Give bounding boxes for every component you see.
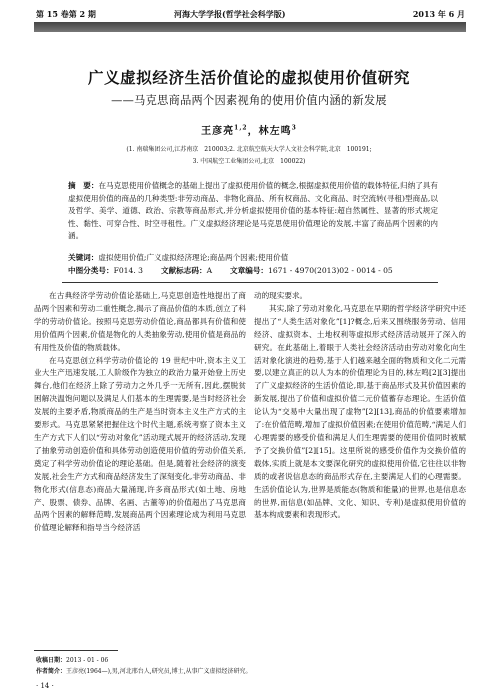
- abstract-label: 摘 要：: [68, 181, 99, 190]
- article-number-label: 文章编号：: [230, 266, 269, 275]
- doc-code: A: [206, 266, 213, 275]
- author-affil-1: 1,2: [234, 124, 248, 132]
- body-column-left: [34, 290, 246, 535]
- article-subtitle: ——马克思商品两个因素视角的使用价值内涵的新发展: [111, 94, 387, 107]
- footnote-divider: [34, 650, 118, 651]
- keywords-label: 关键词：: [68, 253, 99, 262]
- affiliation-line-2: 3. 中国航空工业集团公司,北京 100022): [192, 158, 306, 165]
- body-column-right: [254, 290, 466, 522]
- keywords-text: 虚拟使用价值;广义虚拟经济理论;商品两个因素;使用价值: [98, 253, 289, 262]
- author-line: [0, 122, 498, 137]
- issue-label: 第 15 卷第 2 期: [36, 9, 96, 19]
- author-bio-label: 作者简介：: [36, 668, 67, 675]
- keywords: [68, 252, 438, 263]
- author-bio-note: [36, 666, 252, 675]
- author-name-2: 林左鸣: [258, 126, 292, 137]
- abstract-divider: [62, 282, 438, 283]
- author-bio: 王彦亮(1964—),男,河北邢台人,研究员,博士,从事广义虚拟经济研究。: [66, 668, 252, 675]
- running-header: [0, 0, 498, 32]
- abstract: [68, 180, 438, 243]
- article-number: 1671 - 4970(2013)02 - 0014 - 05: [268, 266, 393, 275]
- classification-line: [68, 265, 438, 276]
- clc-label: 中图分类号：: [68, 266, 114, 275]
- body-paragraph: 在古典经济学劳动价值论基础上,马克思创造性地提出了商品两个因素和劳动二重性概念,揭示了商品价值的本质,创立了科学的劳动价值论。按照马克思劳动价值论,商品都具有价值和使用价值两个因素,价值是物化的人类抽象劳动,使用价值是商品的有用性及价值的物质载体。: [34, 291, 246, 352]
- received-date: 2013 - 01 - 06: [66, 657, 109, 664]
- journal-name: 河海大学学报(哲学社会科学版): [174, 9, 286, 19]
- abstract-text: 在马克思使用价值概念的基础上提出了虚拟使用价值的概念,根据虚拟使用价值的载体特征,归纳了具有虚拟使用价值的商品的几种类型:非劳动商品、非物化商品、所有权商品、文化商品、时空流转(寻租)型商品,以及哲学、美学、道德、政治、宗教等商品形式,并分析虚拟使用价值的基本特征:超自然属性、显著的形式规定性、黏性、可穿合性、时空寻租性。广义虚拟经济理论是马克思使用价值理论的发展,丰富了商品两个因素的内涵。: [68, 181, 439, 240]
- page-number: · 14 ·: [36, 682, 54, 690]
- author-name-1: 王彦亮: [201, 126, 235, 137]
- author-separator: ，: [247, 126, 259, 137]
- body-paragraph: 动的现实要求。: [254, 291, 308, 300]
- article-title: 广义虚拟经济生活价值论的虚拟使用价值研究: [87, 68, 410, 87]
- clc-code: F014. 3: [113, 266, 143, 275]
- body-paragraph: 在马克思创立科学劳动价值论的 19 世纪中叶,资本主义工业大生产迅速发展,工人阶级作为独立的政治力量开始登上历史舞台,他们在经济上除了劳动力之外几乎一无所有,因此,摆脱贫困解决温饱问题以及满足人们基本的生理需要,是当时经济社会发展的主要矛盾,物质商品的生产是当时资本主义生产方式的主要形式。马克思紧紧把握住这个时代主题,系统考察了资本主义生产方式下人们以“劳动对象化”活动现式展开的经济活动,发现了抽象劳动创造价值和具体劳动创造使用价值的劳动价值关系,奠定了科学劳动价值论的理论基础。但是,随着社会经济的演变发展,社会生产方式和商品经济发生了深刻变化,非劳动商品、非物化形式(信息态)商品大量涌现,许多商品形式(如土地、房地产、股票、债券、品牌、名画、古董等)的价值超出了马克思商品两个因素的解释范畴,发展商品两个因素理论成为利用马克思价值理论解释和指导当今经济活: [34, 355, 246, 533]
- issue-date: 2013 年 6 月: [412, 9, 465, 19]
- received-label: 收稿日期：: [36, 657, 67, 664]
- author-affil-2: 3: [291, 124, 297, 132]
- body-paragraph: 其实,除了劳动对象化,马克思在早期的哲学经济学研究中还提出了“人类生活对象化”[1]?概念,后来又围绕服务劳动、信用经济、虚拟资本、土地权利等虚拟形式经济活动展开了深入的研究。在此基础上,着眼于人类社会经济活动由劳动对象化向生活对象化演进的趋势,基于人们越来越全面的物质和文化二元需要,以建立真正的以人为本的价值理论为目的,林左鸣[2][3]提出了广义虚拟经济的生活价值论,即,基于商品形式及其价值因素的新发展,提出了价值和虚拟价值二元价值蓄存态理论。生活价值论认为“交易中大量出现了虚物”[2][13],商品的价值要素增加了:在价值范畴,增加了虚拟价值因素;在使用价值范畴,“满足人们心理需要的感受价值和满足人们生理需要的使用价值同时被赋予了交换价值”[2][15]。这里所说的感受价值作为交换价值的载体,实质上就是本文要深化研究的虚拟使用价值,它往往以非物质的或者说信息态的商品形式存在,主要满足人们的心理需要。生活价值论认为,世界是质能态(物质和能量)的世界,也是信息态的世界,而信息(如品牌、文化、知识、专利)是虚拟使用价值的基本构成要素和表现形式。: [254, 303, 466, 520]
- received-date-note: [36, 655, 108, 664]
- affiliation-line-1: (1. 南瑞集团公司,江苏南京 210003;2. 北京航空航天大学人文社会科学院,北京 100191;: [126, 146, 372, 153]
- doc-code-label: 文献标志码：: [161, 266, 207, 275]
- header-bar: [34, 22, 466, 32]
